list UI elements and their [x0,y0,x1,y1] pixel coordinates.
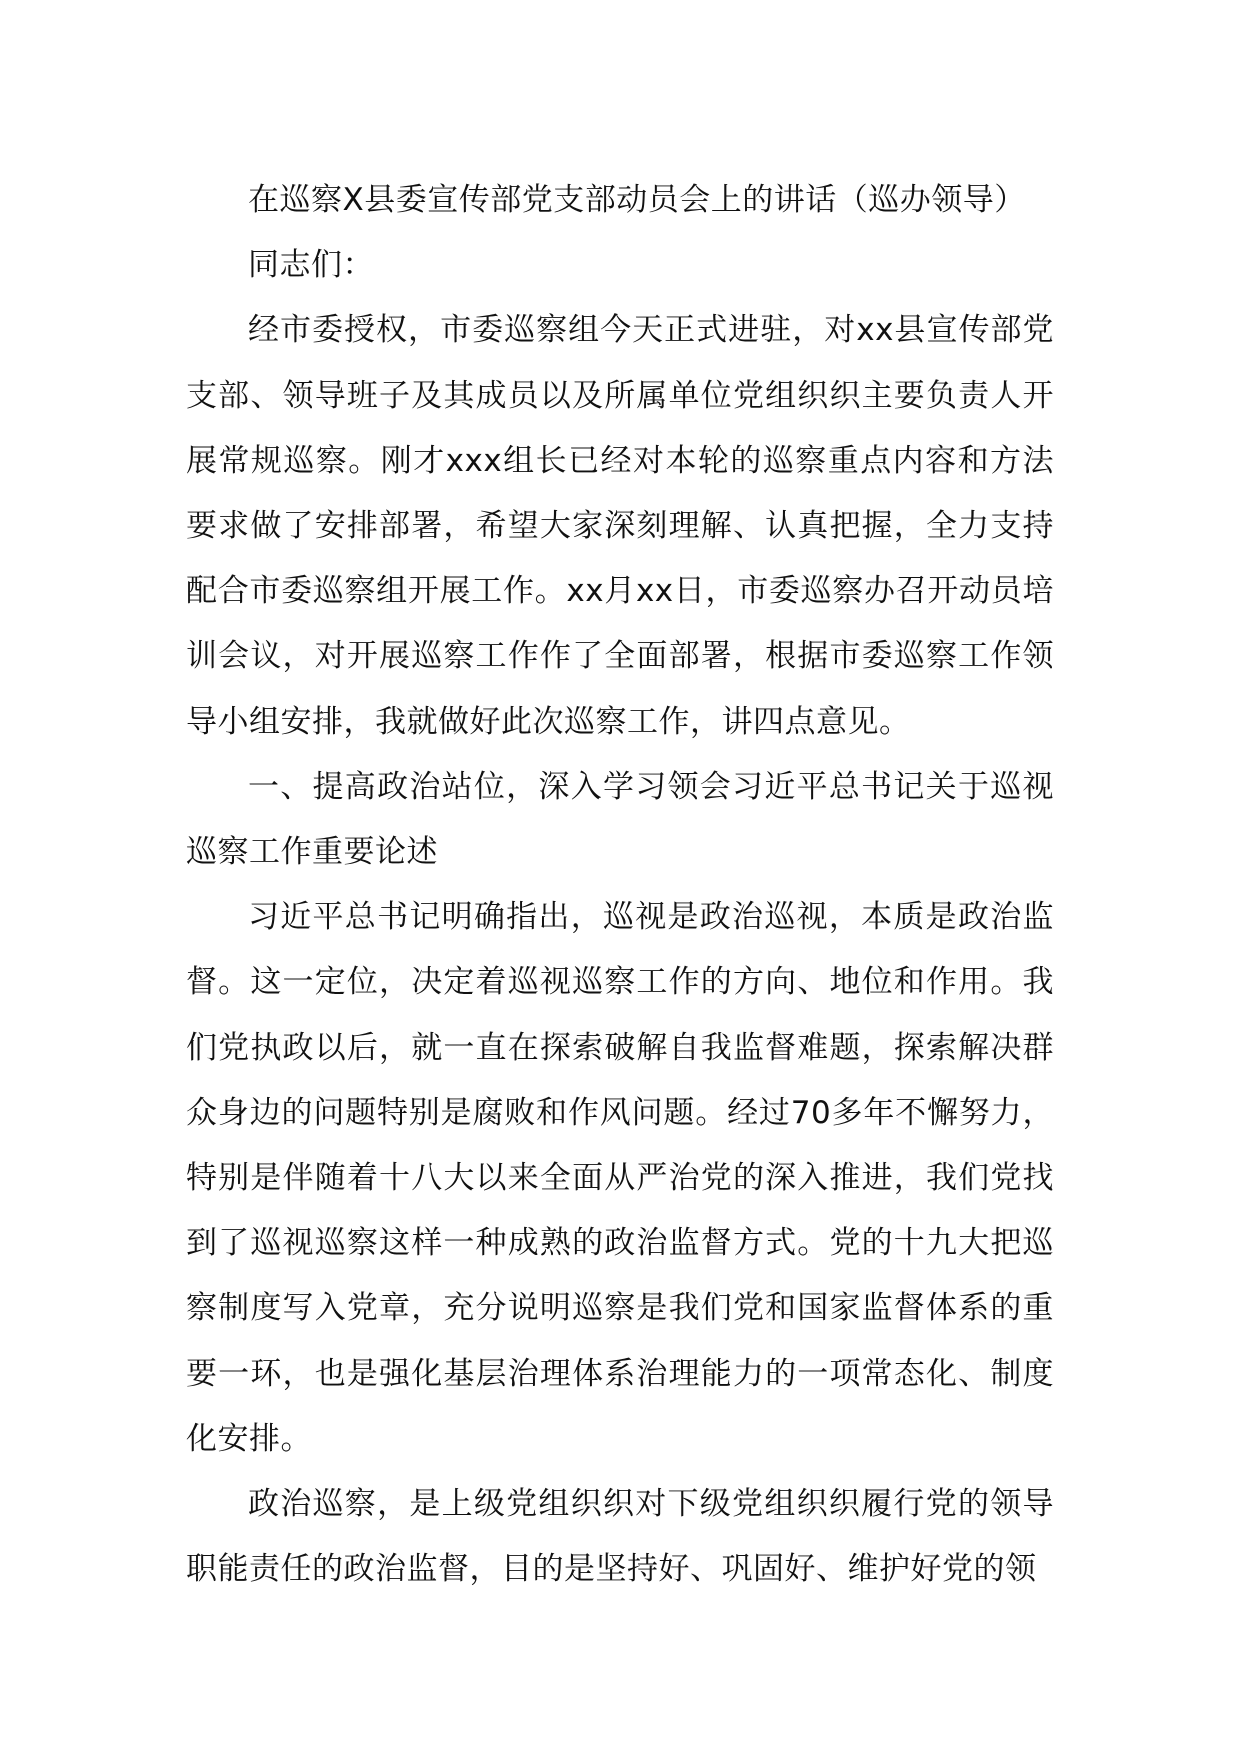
paragraph-political-inspection: 政治巡察，是上级党组织织对下级党组织织履行党的领导职能责任的政治监督，目的是坚持好、巩固好、维护好党的领 [186,1486,1054,1588]
document-title: 在巡察X县委宣传部党支部动员会上的讲话（巡办领导） [248,182,1026,218]
paragraph-intro: 经市委授权，市委巡察组今天正式进驻，对xx县宣传部党支部、领导班子及其成员以及所属单位党组织织主要负责人开展常规巡察。刚才xxx组长已经对本轮的巡察重点内容和方法要求做了安排部署，希望大家深刻理解、认真把握，全力支持配合市委巡察组开展工作。xx月xx日，市委巡察办召开动员培训会议，对开展巡察工作作了全面部署，根据市委巡察工作领导小组安排，我就做好此次巡察工作，讲四点意见。 [186,312,1054,740]
paragraph-section-1: 习近平总书记明确指出，巡视是政治巡视，本质是政治监督。这一定位，决定着巡视巡察工作的方向、地位和作用。我们党执政以后，就一直在探索破解自我监督难题，探索解决群众身边的问题特别是腐败和作风问题。经过70多年不懈努力，特别是伴随着十八大以来全面从严治党的深入推进，我们党找到了巡视巡察这样一种成熟的政治监督方式。党的十九大把巡察制度写入党章，充分说明巡察是我们党和国家监督体系的重要一环，也是强化基层治理体系治理能力的一项常态化、制度化安排。 [186,899,1054,1457]
section-heading-1: 一、提高政治站位，深入学习领会习近平总书记关于巡视巡察工作重要论述 [186,768,1054,871]
document-body [186,168,1054,1602]
salutation: 同志们： [248,247,374,284]
